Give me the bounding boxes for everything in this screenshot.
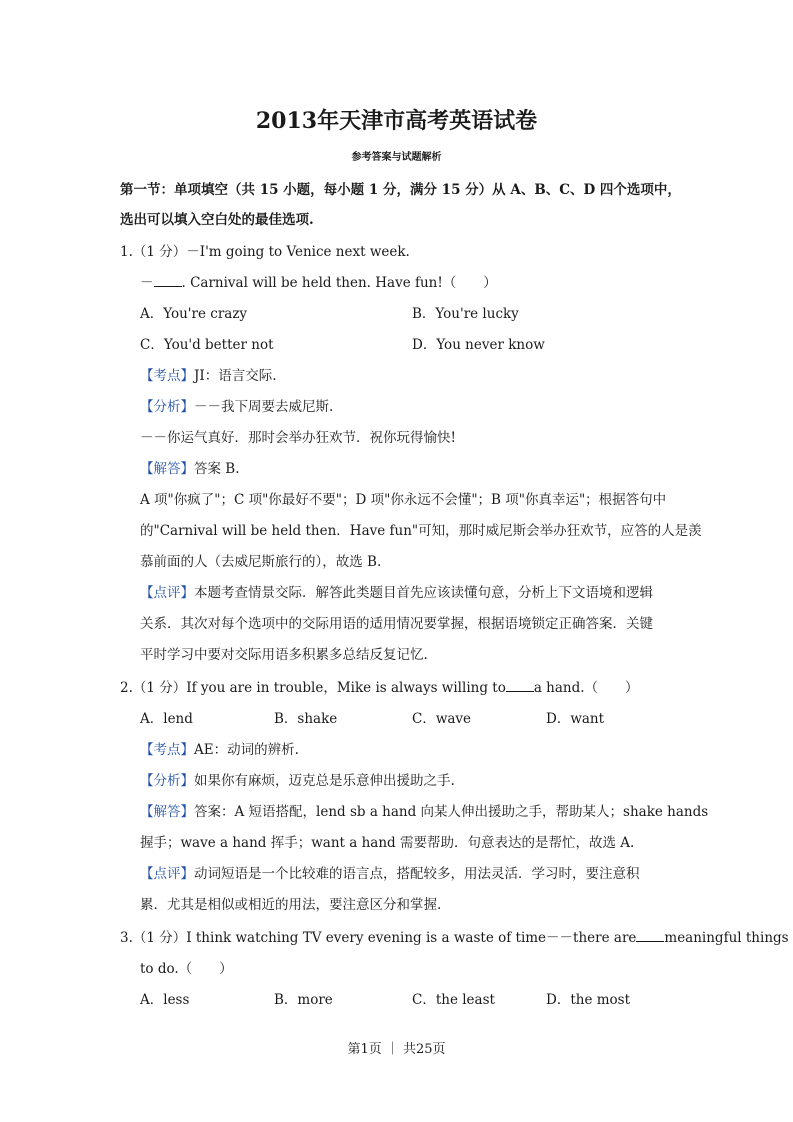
- q2-kaodian: [140, 738, 299, 758]
- q1-dialog-reply: [140, 271, 497, 291]
- q1-jieda: [140, 457, 240, 477]
- q1-dianping-2: 关系．其次对每个选项中的交际用语的适用情况要掌握，根据语境锁定正确答案．关键: [140, 616, 653, 632]
- q2-kaodian-text: AE：动词的辨析.: [194, 742, 299, 758]
- q2-option-a: A．lend: [140, 711, 193, 727]
- q1-fenxi-line2: －－你运气真好．那时会举办狂欢节．祝你玩得愉快!: [140, 430, 456, 446]
- q2-jieda: [140, 800, 708, 820]
- section-heading-line2: 选出可以填入空白处的最佳选项.: [120, 212, 314, 228]
- q2-blank: [506, 679, 534, 692]
- q1-explanation-3: 慕前面的人（去威尼斯旅行的），故选 B.: [140, 554, 382, 570]
- q3-stem-prefix: 3.（1 分）I think watching TV every evening is a waste of time－－there are: [120, 930, 637, 946]
- q1-option-a: A．You're crazy: [140, 306, 248, 322]
- fenxi-tag: 【分析】: [140, 773, 194, 789]
- q2-fenxi-text: 如果你有麻烦，迈克总是乐意伸出援助之手.: [194, 773, 455, 789]
- document-subtitle: 参考答案与试题解析: [351, 152, 442, 163]
- q1-dianping-text: 本题考查情景交际．解答此类题目首先应该读懂句意，分析上下文语境和逻辑: [194, 585, 653, 601]
- q3-option-a: A．less: [140, 992, 190, 1008]
- q1-dianping-3: 平时学习中要对交际用语多积累多总结反复记忆.: [140, 647, 428, 663]
- jieda-tag: 【解答】: [140, 461, 194, 477]
- q2-jieda-text: 答案：A 短语搭配，lend sb a hand 向某人伸出援助之手，帮助某人；shake hands: [194, 804, 709, 820]
- q1-blank: [154, 274, 182, 287]
- document-title: 2013年天津市高考英语试卷: [255, 108, 538, 134]
- q2-option-c: C．wave: [412, 711, 472, 727]
- q1-reply-suffix: . Carnival will be held then. Have fun!（ ）: [181, 275, 497, 291]
- q2-option-b: B．shake: [274, 711, 338, 727]
- page-footer: 第1页 ｜ 共25页: [347, 1042, 446, 1057]
- q3-stem-suffix: meaningful things: [664, 930, 789, 946]
- q1-fenxi: [140, 395, 333, 415]
- q1-kaodian: [140, 364, 277, 384]
- q1-jieda-text: 答案 B.: [194, 461, 240, 477]
- q1-explanation-2: 的"Carnival will be held then．Have fun"可知，那时威尼斯会举办狂欢节，应答的人是羡: [140, 523, 702, 539]
- q1-option-c: C．You'd better not: [140, 337, 274, 353]
- q3-stem-line2: to do.（ ）: [140, 961, 233, 977]
- q1-dianping: [140, 581, 653, 601]
- section-heading-line1: 第一节：单项填空（共 15 小题，每小题 1 分，满分 15 分）从 A、B、C、D 四个选项中，: [120, 182, 681, 198]
- jieda-tag: 【解答】: [140, 804, 194, 820]
- q2-dianping-2: 累．尤其是相似或相近的用法，要注意区分和掌握.: [140, 897, 442, 913]
- q2-jieda-2: 握手；wave a hand 挥手；want a hand 需要帮助．句意表达的是帮忙，故选 A.: [140, 835, 635, 851]
- q1-stem: 1.（1 分）－I'm going to Venice next week.: [120, 244, 410, 260]
- q1-fenxi-text: －－我下周要去威尼斯.: [194, 399, 334, 415]
- kaodian-tag: 【考点】: [140, 742, 194, 758]
- q3-stem: [120, 926, 789, 946]
- q1-explanation-1: A 项"你疯了"；C 项"你最好不要"；D 项"你永远不会懂"；B 项"你真幸运"；根据答句中: [140, 492, 667, 508]
- q1-kaodian-text: JI：语言交际.: [194, 368, 277, 384]
- q2-stem: [120, 676, 639, 696]
- fenxi-tag: 【分析】: [140, 399, 194, 415]
- q2-stem-suffix: a hand.（ ）: [533, 680, 639, 696]
- dianping-tag: 【点评】: [140, 866, 194, 882]
- q2-stem-prefix: 2.（1 分）If you are in trouble，Mike is always willing to: [120, 680, 506, 696]
- q3-option-d: D．the most: [546, 992, 631, 1008]
- q1-option-b: B．You're lucky: [412, 306, 519, 322]
- q1-option-d: D．You never know: [412, 337, 545, 353]
- q2-dianping-text: 动词短语是一个比较难的语言点，搭配较多，用法灵活．学习时，要注意积: [194, 866, 640, 882]
- q2-dianping: [140, 862, 640, 882]
- kaodian-tag: 【考点】: [140, 368, 194, 384]
- q3-option-c: C．the least: [412, 992, 495, 1008]
- dianping-tag: 【点评】: [140, 585, 194, 601]
- q1-reply-prefix: －: [140, 275, 154, 291]
- q3-blank: [636, 929, 664, 942]
- q3-option-b: B．more: [274, 992, 333, 1008]
- q2-option-d: D．want: [546, 711, 605, 727]
- q2-fenxi: [140, 769, 455, 789]
